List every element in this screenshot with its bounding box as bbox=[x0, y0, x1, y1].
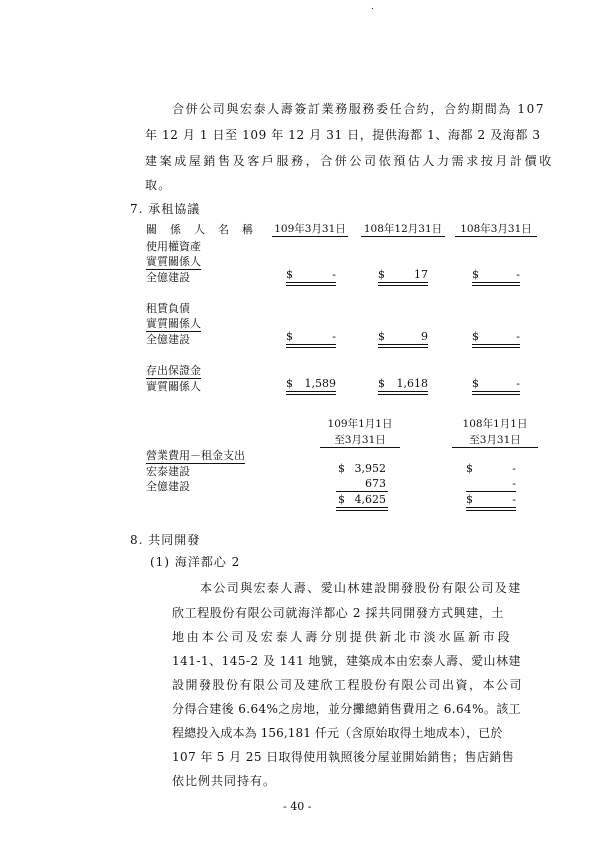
intro-line: 建案成屋銷售及客戶服務，合併公司依預估人力需求按月計價收 bbox=[145, 154, 554, 168]
cell-value: - bbox=[332, 268, 336, 281]
cell-value: 1,618 bbox=[396, 377, 428, 390]
expense-entity: 全億建設 bbox=[146, 480, 190, 493]
section8-line: 141-1、145-2 及 141 地號，建築成本由宏泰人壽、愛山林建 bbox=[172, 654, 522, 668]
double-underline bbox=[286, 344, 336, 348]
group-entity: 實質關係人 bbox=[146, 380, 201, 393]
intro-line: 取。 bbox=[145, 178, 172, 192]
cell-symbol: $ bbox=[286, 330, 293, 343]
double-underline bbox=[286, 391, 336, 395]
cell-symbol: $ bbox=[472, 377, 479, 390]
expense-value: - bbox=[512, 462, 516, 475]
cell-symbol: $ bbox=[378, 330, 385, 343]
cell-value: - bbox=[516, 268, 520, 281]
total-symbol: $ bbox=[338, 493, 345, 506]
period-header-2-line2: 至3月31日 bbox=[452, 432, 538, 448]
col-date-1: 109年3月31日 bbox=[272, 221, 348, 237]
cell-value: - bbox=[516, 330, 520, 343]
section8-line: 107 年 5 月 25 日取得使用執照後分屋並開始銷售；售店銷售 bbox=[172, 750, 515, 764]
cell-value: - bbox=[516, 377, 520, 390]
cell-value: 9 bbox=[421, 330, 428, 343]
section8-subheading: (1) 海洋都心 2 bbox=[150, 555, 241, 569]
section8-line: 本公司與宏泰人壽、愛山林建設開發股份有限公司及建 bbox=[200, 581, 522, 595]
group-title: 存出保證金 bbox=[146, 364, 201, 377]
expense-entity: 宏泰建設 bbox=[146, 465, 190, 478]
group-entity: 全億建設 bbox=[146, 333, 190, 346]
section8-line: 依比例共同持有。 bbox=[172, 774, 277, 788]
expense-value: - bbox=[512, 477, 516, 490]
total-symbol: $ bbox=[466, 493, 473, 506]
double-underline bbox=[378, 344, 428, 348]
col-date-3: 108年3月31日 bbox=[455, 221, 537, 237]
expense-value: 3,952 bbox=[354, 462, 386, 475]
section8-line: 程總投入成本為 156,181 仟元（含原始取得土地成本），已於 bbox=[172, 726, 503, 740]
section8-line: 欣工程股份有限公司就海洋都心 2 採共同開發方式興建，土 bbox=[172, 606, 505, 620]
group-title: 租賃負債 bbox=[146, 302, 190, 315]
period-header-2-line1: 108年1月1日 bbox=[462, 418, 528, 430]
cell-symbol: $ bbox=[286, 268, 293, 281]
cell-symbol: $ bbox=[378, 377, 385, 390]
cell-value: 1,589 bbox=[304, 377, 336, 390]
expense-value: 673 bbox=[365, 477, 386, 490]
total-double-underline bbox=[336, 507, 388, 511]
double-underline bbox=[378, 282, 428, 286]
group-subtitle: 實質關係人 bbox=[146, 317, 201, 330]
intro-line: 年 12 月 1 日至 109 年 12 月 31 日，提供海都 1、海都 2 及海都 3 bbox=[145, 128, 541, 142]
group-entity: 全億建設 bbox=[146, 271, 190, 284]
section8-line: 地由本公司及宏泰人壽分別提供新北市淡水區新市段 bbox=[172, 630, 513, 644]
double-underline bbox=[286, 282, 336, 286]
section7-heading: 7. 承租協議 bbox=[130, 202, 201, 216]
intro-line: 合併公司與宏泰人壽簽訂業務服務委任合約，合約期間為 107 bbox=[172, 102, 546, 116]
col-label: 關 係 人 名 稱 bbox=[146, 223, 254, 236]
expense-symbol: $ bbox=[338, 462, 345, 475]
double-underline bbox=[472, 282, 520, 286]
cell-symbol: $ bbox=[378, 268, 385, 281]
double-underline bbox=[472, 391, 520, 395]
cell-symbol: $ bbox=[286, 377, 293, 390]
total-value: - bbox=[512, 493, 516, 506]
cell-symbol: $ bbox=[472, 268, 479, 281]
cell-value: 17 bbox=[414, 268, 428, 281]
double-underline bbox=[472, 344, 520, 348]
cell-symbol: $ bbox=[472, 330, 479, 343]
subtotal-line bbox=[336, 491, 388, 492]
group-subtitle: 實質關係人 bbox=[146, 255, 201, 268]
expense-symbol: $ bbox=[466, 462, 473, 475]
cell-value: - bbox=[332, 330, 336, 343]
section8-heading: 8. 共同開發 bbox=[130, 533, 201, 547]
double-underline bbox=[378, 391, 428, 395]
top-mark: . bbox=[371, 2, 374, 12]
period-header-1-line2: 至3月31日 bbox=[320, 432, 400, 448]
subtotal-line bbox=[466, 491, 516, 492]
period-header-1-line1: 109年1月1日 bbox=[327, 418, 393, 430]
expense-title: 營業費用－租金支出 bbox=[146, 449, 245, 462]
col-date-2: 108年12月31日 bbox=[361, 221, 445, 237]
section8-line: 分得合建後 6.64%之房地，並分攤總銷售費用之 6.64%。該工 bbox=[172, 702, 522, 716]
total-value: 4,625 bbox=[354, 493, 386, 506]
total-double-underline bbox=[466, 507, 516, 511]
group-title: 使用權資產 bbox=[146, 240, 201, 253]
section8-line: 設開發股份有限公司及建欣工程股份有限公司出資，本公司 bbox=[172, 678, 524, 692]
page-number: - 40 - bbox=[283, 800, 312, 813]
